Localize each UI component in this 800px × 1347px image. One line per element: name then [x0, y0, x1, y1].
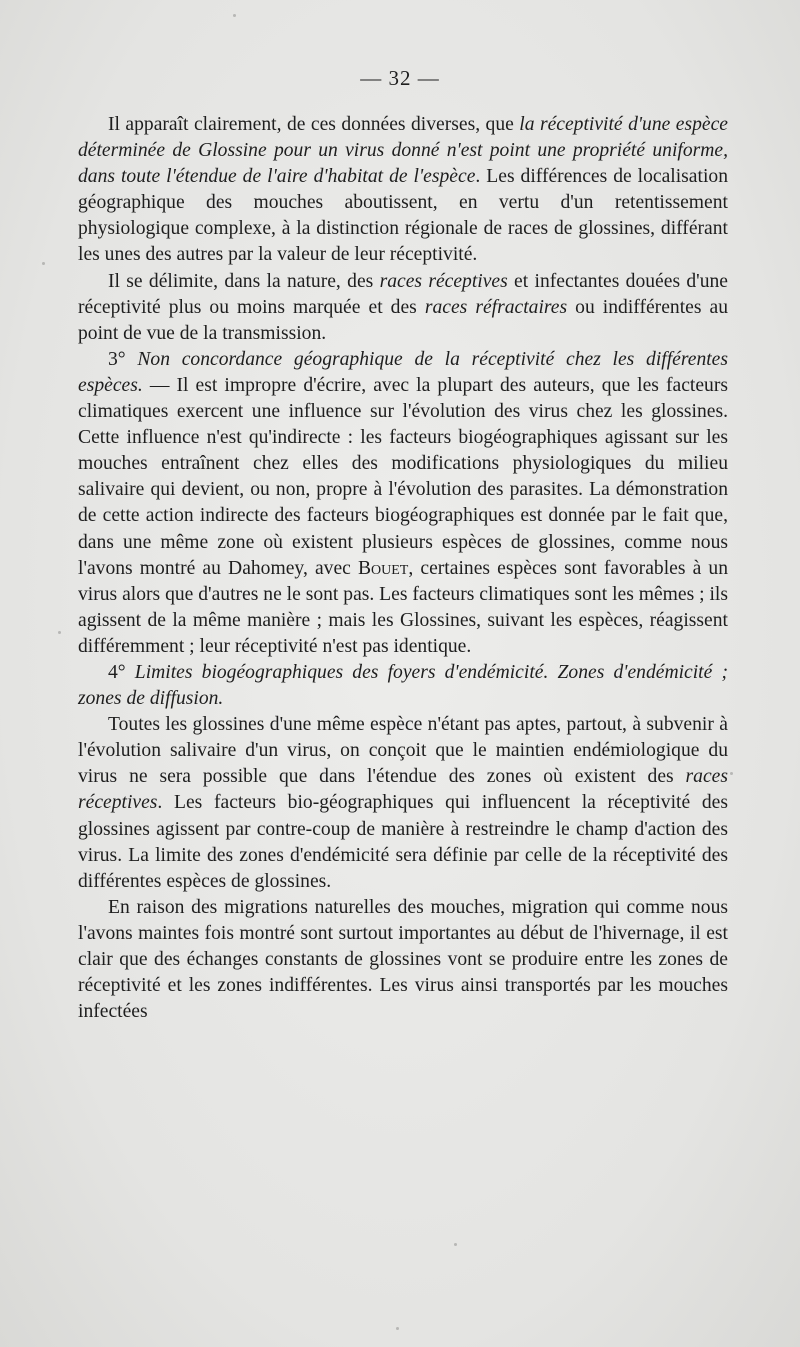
- paragraph: [78, 660, 728, 712]
- italic-text: races réceptives: [78, 766, 728, 814]
- italic-text: Limites biogéographiques des foyers d'endémicité. Zones d'endémicité ; zones de diffusion.: [78, 661, 728, 710]
- text-run: En raison des migrations naturelles des mouches, migration qui comme nous l'avons maintes fois montré sont surtout importantes au début de l'hivernage, il est clair que des échanges constants de glossines vont se produire entre les zones de réceptivité et les zones indifférentes. Les virus ainsi transportés par les mouches infectées: [78, 896, 728, 1023]
- text-run: Toutes les glossines d'une même espèce n'étant pas aptes, partout, à subvenir à l'évolution salivaire d'un virus, on conçoit que le maintien endémiologique du virus ne sera possible que dans l'étendue des zones où existent des: [78, 714, 728, 788]
- text-run: et infectantes douées d'une réceptivité plus ou moins marquée et des: [78, 270, 729, 318]
- text-run: . Les différences de localisation géographique des mouches aboutissent, en vertu d'un retentissement physiologique complexe, à la distinction régionale de races de glossines, différant les unes des autres par la valeur de leur réceptivité.: [78, 166, 728, 266]
- italic-text: la réceptivité d'une espèce déterminée de Glossine pour un virus donné n'est point une propriété uniforme, dans toute l'étendue de l'aire d'habitat de l'espèce: [78, 114, 728, 188]
- paper-speck: [454, 1243, 457, 1246]
- body-text: [78, 112, 728, 1025]
- paragraph: [78, 112, 728, 269]
- text-run: Il se délimite, dans la nature, des: [108, 270, 380, 292]
- text-run: 3°: [108, 348, 138, 370]
- text-run: . Les facteurs bio-géographiques qui influencent la réceptivité des glossines agissent par contre-coup de manière à restreindre le champ d'action des virus. La limite des zones d'endémicité sera définie par celle de la réceptivité des différentes espèces de glossines.: [78, 792, 728, 892]
- text-run: ou indifférentes au point de vue de la transmission.: [78, 296, 728, 344]
- paragraph: [78, 895, 728, 1025]
- italic-text: Non concordance géographique de la réceptivité chez les différentes espèces.: [78, 348, 729, 396]
- italic-text: races réceptives: [379, 270, 508, 292]
- italic-text: races réfractaires: [424, 296, 568, 318]
- paper-speck: [42, 262, 45, 265]
- paper-speck: [233, 14, 236, 17]
- paper-speck: [396, 1327, 399, 1330]
- text-run: 4°: [108, 661, 135, 683]
- paper-speck: [730, 772, 733, 775]
- text-run: — Il est impropre d'écrire, avec la plupart des auteurs, que les facteurs climatiques exercent une influence sur l'évolution des virus chez les glossines. Cette influence n'est qu'indirecte : les facteurs biogéographiques agissant sur les mouches entraînent chez elles des modifications physiologiques du milieu salivaire qui devient, ou non, propre à l'évolution des parasites. La démonstration de cette action indirecte des facteurs biogéographiques est donnée par le fait que, dans une même zone où existent plusieurs espèces de glossines, comme nous l'avons montré au Dahomey, avec: [78, 374, 728, 579]
- paper-speck: [58, 631, 61, 634]
- paragraph: [78, 712, 728, 895]
- text-run: , certaines espèces sont favorables à un virus alors que d'autres ne le sont pas. Les facteurs climatiques sont les mêmes ; ils agissent de la même manière ; mais les Glossines, suivant les espèces, réagissent différemment ; leur réceptivité n'est pas identique.: [78, 557, 729, 657]
- author-name: Bouet: [357, 557, 409, 579]
- paragraph: [78, 269, 728, 347]
- paragraph: [78, 347, 728, 660]
- page-number: — 32 —: [360, 66, 440, 90]
- text-run: Il apparaît clairement, de ces données diverses, que: [108, 114, 520, 135]
